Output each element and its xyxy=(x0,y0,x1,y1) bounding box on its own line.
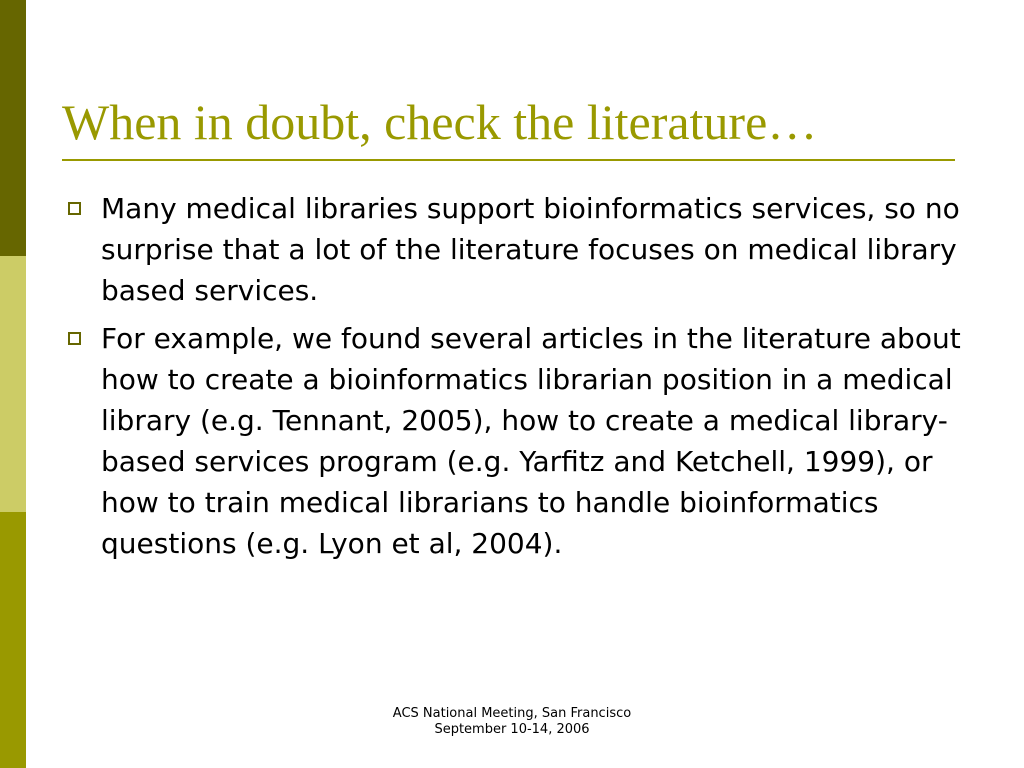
bullet-list xyxy=(62,188,962,571)
footer-event: ACS National Meeting, San Francisco xyxy=(392,706,632,721)
bullet-item xyxy=(62,318,962,564)
side-bar-middle xyxy=(0,256,26,512)
side-bar-bottom xyxy=(0,512,26,768)
footer-dates: September 10-14, 2006 xyxy=(434,722,590,737)
side-bar-top xyxy=(0,0,26,256)
slide-footer xyxy=(312,706,712,738)
bullet-item xyxy=(62,188,962,311)
slide-title: When in doubt, check the literature… xyxy=(62,94,818,150)
bullet-text: For example, we found several articles in the literature about how to create a bioinformatics librarian position in a medical library (e.g. Tennant, 2005), how to create a medical library-based services program (e.g. Yarfitz and Ketchell, 1999), or how to train medical librarians to handle bioinformatics questions (e.g. Lyon et al, 2004). xyxy=(101,322,961,560)
hollow-square-icon xyxy=(68,332,81,345)
title-underline xyxy=(62,159,955,161)
hollow-square-icon xyxy=(68,202,81,215)
bullet-text: Many medical libraries support bioinformatics services, so no surprise that a lot of the literature focuses on medical library based services. xyxy=(101,192,960,307)
